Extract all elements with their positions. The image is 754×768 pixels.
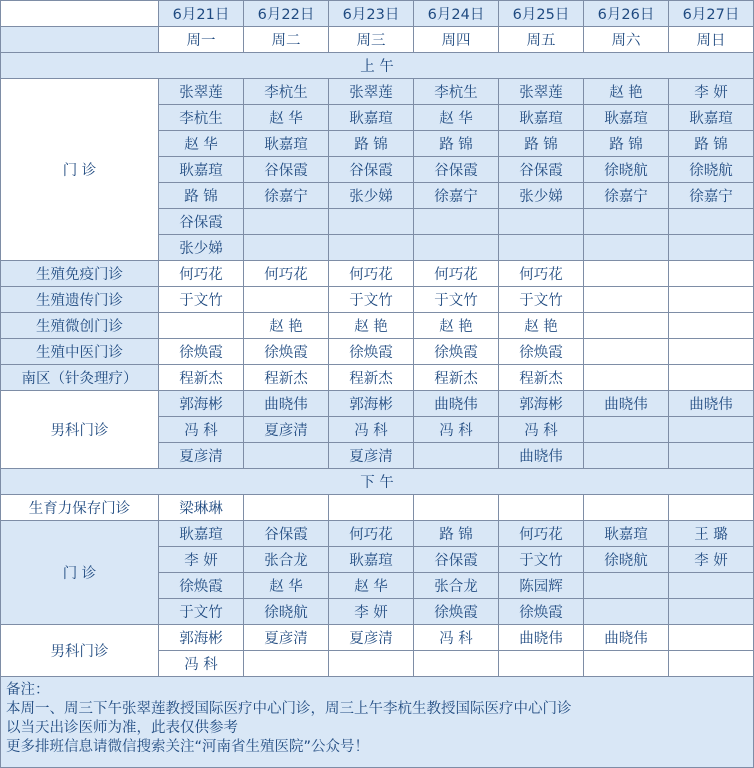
table-row: [1, 391, 754, 417]
schedule-cell: 曲晓伟: [499, 443, 584, 469]
schedule-cell: 何巧花: [159, 261, 244, 287]
schedule-cell: [244, 495, 329, 521]
schedule-cell: 耿嘉瑄: [329, 547, 414, 573]
schedule-cell: [329, 235, 414, 261]
schedule-cell: [669, 209, 754, 235]
weekday-header: 周四: [414, 27, 499, 53]
schedule-cell: 赵 艳: [414, 313, 499, 339]
schedule-cell: 耿嘉瑄: [499, 105, 584, 131]
schedule-cell: [584, 573, 669, 599]
table-row: [1, 495, 754, 521]
schedule-cell: [244, 651, 329, 677]
schedule-cell: [499, 209, 584, 235]
schedule-cell: [669, 599, 754, 625]
schedule-cell: 路 锦: [584, 131, 669, 157]
schedule-cell: 张翠莲: [499, 79, 584, 105]
schedule-cell: 于文竹: [159, 287, 244, 313]
schedule-cell: 路 锦: [414, 521, 499, 547]
schedule-cell: 耿嘉瑄: [244, 131, 329, 157]
schedule-cell: 耿嘉瑄: [584, 105, 669, 131]
schedule-cell: 冯 科: [329, 417, 414, 443]
schedule-cell: [414, 651, 499, 677]
row-label-clinic: 生殖遗传门诊: [1, 287, 159, 313]
section-afternoon-title: 下 午: [1, 469, 754, 495]
schedule-cell: 徐焕霞: [414, 339, 499, 365]
schedule-cell: [584, 365, 669, 391]
schedule-cell: 何巧花: [499, 521, 584, 547]
schedule-cell: 李杭生: [414, 79, 499, 105]
schedule-cell: [584, 287, 669, 313]
schedule-cell: [584, 261, 669, 287]
schedule-cell: 路 锦: [669, 131, 754, 157]
schedule-cell: 赵 艳: [329, 313, 414, 339]
schedule-cell: 王 璐: [669, 521, 754, 547]
table-row: [1, 339, 754, 365]
schedule-cell: 耿嘉瑄: [159, 521, 244, 547]
schedule-cell: 张少娣: [499, 183, 584, 209]
date-header: 6月25日: [499, 1, 584, 27]
schedule-cell: [669, 261, 754, 287]
row-label-outpatient: 门 诊: [1, 79, 159, 261]
schedule-cell: 何巧花: [244, 261, 329, 287]
table-row: [1, 313, 754, 339]
notes-line: 更多排班信息请微信搜索关注“河南省生殖医院”公众号！: [6, 739, 370, 755]
schedule-cell: 冯 科: [499, 417, 584, 443]
schedule-cell: [584, 651, 669, 677]
schedule-cell: 李杭生: [244, 79, 329, 105]
notes-block: [1, 677, 754, 768]
schedule-cell: 曲晓伟: [414, 391, 499, 417]
schedule-cell: 谷保霞: [329, 157, 414, 183]
schedule-cell: 曲晓伟: [499, 625, 584, 651]
schedule-cell: [499, 651, 584, 677]
schedule-cell: 徐晓航: [584, 157, 669, 183]
table-row: [1, 287, 754, 313]
date-header: 6月26日: [584, 1, 669, 27]
schedule-cell: 赵 艳: [499, 313, 584, 339]
schedule-cell: 程新杰: [414, 365, 499, 391]
schedule-cell: 张少娣: [329, 183, 414, 209]
schedule-cell: [414, 209, 499, 235]
schedule-cell: 夏彦清: [244, 625, 329, 651]
schedule-cell: [669, 313, 754, 339]
table-row: [1, 365, 754, 391]
schedule-cell: 谷保霞: [499, 157, 584, 183]
schedule-cell: 徐焕霞: [414, 599, 499, 625]
schedule-cell: 李 妍: [159, 547, 244, 573]
schedule-cell: 何巧花: [414, 261, 499, 287]
schedule-cell: 赵 艳: [584, 79, 669, 105]
row-label-andrology: 男科门诊: [1, 625, 159, 677]
weekday-header: 周六: [584, 27, 669, 53]
schedule-cell: 冯 科: [414, 625, 499, 651]
schedule-cell: [329, 495, 414, 521]
weekday-header: 周三: [329, 27, 414, 53]
schedule-cell: 于文竹: [499, 287, 584, 313]
date-header: 6月27日: [669, 1, 754, 27]
schedule-cell: [669, 495, 754, 521]
schedule-cell: 徐嘉宁: [414, 183, 499, 209]
schedule-cell: [414, 235, 499, 261]
schedule-cell: 赵 艳: [244, 313, 329, 339]
schedule-cell: 徐晓航: [244, 599, 329, 625]
notes-line: 以当天出诊医师为准，此表仅供参考: [6, 720, 238, 736]
schedule-cell: 曲晓伟: [584, 391, 669, 417]
schedule-cell: [414, 443, 499, 469]
schedule-cell: 李 妍: [329, 599, 414, 625]
row-label-clinic: 生殖中医门诊: [1, 339, 159, 365]
schedule-cell: [669, 339, 754, 365]
schedule-cell: 耿嘉瑄: [669, 105, 754, 131]
schedule-cell: [159, 313, 244, 339]
date-header: 6月23日: [329, 1, 414, 27]
schedule-cell: [669, 365, 754, 391]
schedule-cell: 于文竹: [499, 547, 584, 573]
schedule-cell: [244, 443, 329, 469]
schedule-cell: 夏彦清: [244, 417, 329, 443]
schedule-cell: [669, 443, 754, 469]
schedule-cell: [329, 651, 414, 677]
notes-title: 备注：: [6, 682, 50, 698]
date-header: 6月22日: [244, 1, 329, 27]
schedule-cell: 徐焕霞: [159, 573, 244, 599]
row-label-clinic: 生殖微创门诊: [1, 313, 159, 339]
schedule-cell: [669, 625, 754, 651]
schedule-cell: 程新杰: [499, 365, 584, 391]
schedule-cell: 耿嘉瑄: [329, 105, 414, 131]
schedule-cell: 徐焕霞: [499, 599, 584, 625]
schedule-cell: 赵 华: [414, 105, 499, 131]
schedule-cell: 路 锦: [414, 131, 499, 157]
schedule-cell: 夏彦清: [329, 625, 414, 651]
row-label-outpatient: 门 诊: [1, 521, 159, 625]
corner-cell: [1, 1, 159, 27]
schedule-cell: 何巧花: [329, 261, 414, 287]
schedule-cell: [244, 287, 329, 313]
schedule-cell: 曲晓伟: [244, 391, 329, 417]
schedule-cell: [584, 339, 669, 365]
row-label-fertility: 生育力保存门诊: [1, 495, 159, 521]
weekday-header: 周日: [669, 27, 754, 53]
schedule-cell: 于文竹: [329, 287, 414, 313]
schedule-cell: [329, 209, 414, 235]
weekday-header: 周一: [159, 27, 244, 53]
weekday-header: 周五: [499, 27, 584, 53]
schedule-cell: 陈园辉: [499, 573, 584, 599]
schedule-cell: 何巧花: [499, 261, 584, 287]
schedule-cell: [669, 417, 754, 443]
schedule-cell: 赵 华: [159, 131, 244, 157]
schedule-cell: [669, 287, 754, 313]
schedule-cell: 曲晓伟: [669, 391, 754, 417]
schedule-cell: 于文竹: [414, 287, 499, 313]
schedule-cell: 徐焕霞: [159, 339, 244, 365]
schedule-cell: 谷保霞: [244, 521, 329, 547]
date-header: 6月24日: [414, 1, 499, 27]
schedule-cell: [499, 235, 584, 261]
schedule-cell: 张合龙: [244, 547, 329, 573]
schedule-cell: 于文竹: [159, 599, 244, 625]
schedule-cell: 路 锦: [329, 131, 414, 157]
schedule-cell: [244, 235, 329, 261]
schedule-cell: 徐嘉宁: [244, 183, 329, 209]
schedule-cell: [584, 495, 669, 521]
schedule-cell: 曲晓伟: [584, 625, 669, 651]
schedule-cell: 徐嘉宁: [669, 183, 754, 209]
schedule-cell: 徐焕霞: [499, 339, 584, 365]
weekday-row: [1, 27, 754, 53]
schedule-cell: 路 锦: [159, 183, 244, 209]
weekday-header: 周二: [244, 27, 329, 53]
section-morning-title: 上 午: [1, 53, 754, 79]
schedule-cell: 程新杰: [244, 365, 329, 391]
schedule-cell: 夏彦清: [329, 443, 414, 469]
schedule-cell: 郭海彬: [499, 391, 584, 417]
section-row: [1, 53, 754, 79]
schedule-cell: 徐嘉宁: [584, 183, 669, 209]
schedule-cell: [584, 599, 669, 625]
schedule-cell: 路 锦: [499, 131, 584, 157]
schedule-cell: 郭海彬: [159, 625, 244, 651]
row-label-clinic: 生殖免疫门诊: [1, 261, 159, 287]
table-row: [1, 79, 754, 105]
schedule-cell: 赵 华: [244, 573, 329, 599]
schedule-cell: 徐焕霞: [329, 339, 414, 365]
schedule-cell: 李 妍: [669, 547, 754, 573]
schedule-cell: 张翠莲: [159, 79, 244, 105]
corner-cell: [1, 27, 159, 53]
schedule-cell: [669, 235, 754, 261]
table-row: [1, 521, 754, 547]
schedule-cell: 郭海彬: [329, 391, 414, 417]
section-row: [1, 469, 754, 495]
schedule-cell: 张少娣: [159, 235, 244, 261]
schedule-cell: [584, 313, 669, 339]
schedule-cell: [499, 495, 584, 521]
table-row: [1, 261, 754, 287]
row-label-clinic: 南区（针灸理疗）: [1, 365, 159, 391]
date-header: 6月21日: [159, 1, 244, 27]
schedule-cell: 梁琳琳: [159, 495, 244, 521]
schedule-cell: 程新杰: [329, 365, 414, 391]
schedule-cell: [669, 573, 754, 599]
schedule-cell: 谷保霞: [244, 157, 329, 183]
schedule-cell: 何巧花: [329, 521, 414, 547]
schedule-cell: [244, 209, 329, 235]
schedule-cell: [584, 443, 669, 469]
schedule-cell: 程新杰: [159, 365, 244, 391]
schedule-cell: 耿嘉瑄: [584, 521, 669, 547]
table-row: [1, 625, 754, 651]
schedule-cell: 夏彦清: [159, 443, 244, 469]
schedule-cell: 郭海彬: [159, 391, 244, 417]
schedule-cell: 李 妍: [669, 79, 754, 105]
schedule-cell: 张合龙: [414, 573, 499, 599]
schedule-cell: 赵 华: [329, 573, 414, 599]
schedule-cell: 张翠莲: [329, 79, 414, 105]
schedule-cell: [414, 495, 499, 521]
schedule-cell: 李杭生: [159, 105, 244, 131]
schedule-cell: 耿嘉瑄: [159, 157, 244, 183]
schedule-cell: 谷保霞: [414, 157, 499, 183]
schedule-cell: [584, 235, 669, 261]
schedule-cell: [669, 651, 754, 677]
schedule-cell: 徐焕霞: [244, 339, 329, 365]
schedule-cell: 赵 华: [244, 105, 329, 131]
schedule-cell: 谷保霞: [159, 209, 244, 235]
schedule-cell: 冯 科: [159, 417, 244, 443]
date-row: [1, 1, 754, 27]
schedule-cell: 谷保霞: [414, 547, 499, 573]
schedule-cell: 徐晓航: [584, 547, 669, 573]
schedule-cell: [584, 209, 669, 235]
row-label-andrology: 男科门诊: [1, 391, 159, 469]
schedule-cell: 徐晓航: [669, 157, 754, 183]
schedule-cell: 冯 科: [414, 417, 499, 443]
schedule-cell: 冯 科: [159, 651, 244, 677]
notes-row: [1, 677, 754, 768]
notes-line: 本周一、周三下午张翠莲教授国际医疗中心门诊，周三上午李杭生教授国际医疗中心门诊: [6, 701, 572, 717]
schedule-cell: [584, 417, 669, 443]
